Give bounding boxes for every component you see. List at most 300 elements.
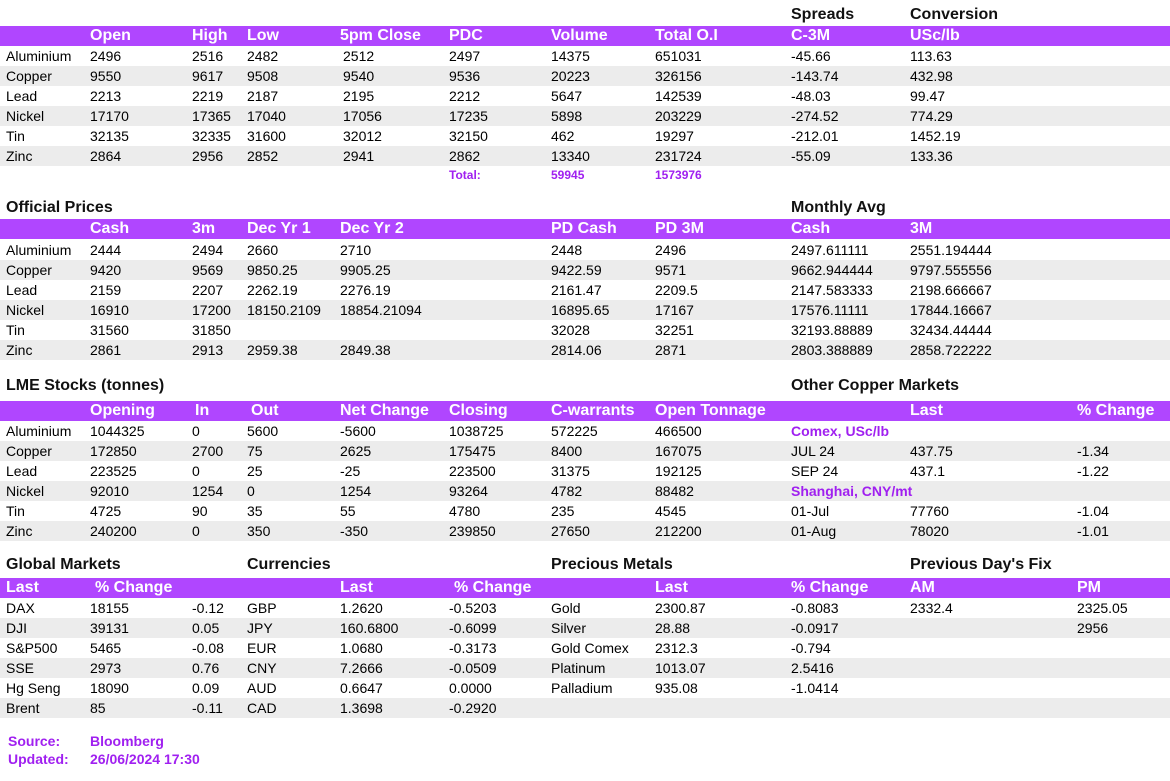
- col-pd-cash: PD Cash: [551, 220, 617, 237]
- index-label: S&P500: [6, 640, 58, 656]
- row-label: Copper: [6, 443, 52, 459]
- row-label: Aluminium: [6, 423, 72, 439]
- copper-contract-label: 01-Jul: [791, 503, 830, 519]
- close-cell: 2512: [343, 48, 375, 64]
- in-cell: 0: [192, 463, 200, 479]
- col-opening: Opening: [90, 402, 155, 419]
- currency-last-cell: 0.6647: [340, 680, 383, 696]
- threem-cell: 2494: [192, 242, 224, 258]
- copper-last-cell: 77760: [910, 503, 949, 519]
- decyr1-cell: 2262.19: [247, 282, 298, 298]
- pd-3m-cell: 2496: [655, 242, 687, 258]
- open-tonnage-cell: 466500: [655, 423, 702, 439]
- cash-cell: 31560: [90, 322, 129, 338]
- open-cell: 2496: [90, 48, 122, 64]
- col-open: Open: [90, 27, 131, 44]
- net-change-cell: 1254: [340, 483, 372, 499]
- col-usclb: USc/lb: [910, 27, 960, 44]
- currency-label: CNY: [247, 660, 277, 676]
- col-in: In: [195, 402, 210, 419]
- net-change-cell: -350: [340, 523, 369, 539]
- volume-cell: 14375: [551, 48, 590, 64]
- out-cell: 75: [247, 443, 263, 459]
- threem-cell: 17200: [192, 302, 231, 318]
- row-label: Zinc: [6, 523, 33, 539]
- index-last-cell: 18155: [90, 600, 129, 616]
- pd-3m-cell: 9571: [655, 262, 687, 278]
- conversion-cell: 1452.19: [910, 128, 961, 144]
- avg-3m-cell: 17844.16667: [910, 302, 992, 318]
- currency-last-cell: 1.3698: [340, 700, 383, 716]
- closing-cell: 239850: [449, 523, 496, 539]
- volume-cell: 462: [551, 128, 575, 144]
- avg-cash-cell: 32193.88889: [791, 322, 873, 338]
- close-cell: 17056: [343, 108, 382, 124]
- table-row: [0, 340, 1170, 360]
- row-label: Zinc: [6, 342, 33, 358]
- row-label: Aluminium: [6, 48, 72, 64]
- col-5pm-close: 5pm Close: [340, 27, 421, 44]
- oi-cell: 326156: [655, 68, 702, 84]
- metal-label: Palladium: [551, 680, 613, 696]
- pd-3m-cell: 2871: [655, 342, 687, 358]
- row-label: Nickel: [6, 108, 45, 124]
- metal-label: Platinum: [551, 660, 606, 676]
- col-dec-yr-1: Dec Yr 1: [247, 220, 311, 237]
- index-change-cell: 0.05: [192, 620, 220, 636]
- table-row: [0, 481, 1170, 501]
- fix-am-cell: 2332.4: [910, 600, 953, 616]
- avg-3m-cell: 2858.722222: [910, 342, 992, 358]
- close-cell: 2195: [343, 88, 375, 104]
- out-cell: 0: [247, 483, 255, 499]
- cash-cell: 2444: [90, 242, 122, 258]
- currency-last-cell: 160.6800: [340, 620, 399, 636]
- index-change-cell: -0.12: [192, 600, 224, 616]
- row-label: Lead: [6, 463, 38, 479]
- precious-metals-heading: Precious Metals: [551, 556, 673, 573]
- table-row: [0, 240, 1170, 260]
- col-pd-3m: PD 3M: [655, 220, 704, 237]
- row-label: Zinc: [6, 148, 33, 164]
- pdc-cell: 17235: [449, 108, 488, 124]
- out-cell: 25: [247, 463, 263, 479]
- metal-change-cell: -0.8083: [791, 600, 839, 616]
- table-row: [0, 106, 1170, 126]
- col-gm-change: % Change: [95, 579, 173, 596]
- conversion-cell: 99.47: [910, 88, 946, 104]
- copper-market-heading: Shanghai, CNY/mt: [791, 483, 913, 499]
- row-label: Nickel: [6, 302, 45, 318]
- index-label: DAX: [6, 600, 35, 616]
- copper-contract-label: JUL 24: [791, 443, 835, 459]
- col-avg-3m: 3M: [910, 220, 933, 237]
- pdc-cell: 2497: [449, 48, 481, 64]
- copper-last-cell: 78020: [910, 523, 949, 539]
- spread-cell: -48.03: [791, 88, 831, 104]
- index-last-cell: 18090: [90, 680, 129, 696]
- previous-fix-heading: Previous Day's Fix: [910, 556, 1052, 573]
- table-row: [0, 521, 1170, 541]
- low-cell: 2187: [247, 88, 279, 104]
- index-label: Hg Seng: [6, 680, 61, 696]
- decyr2-cell: 2276.19: [340, 282, 391, 298]
- copper-last-cell: 437.1: [910, 463, 946, 479]
- official-prices-heading: Official Prices: [6, 199, 113, 216]
- official-header-bar: [0, 219, 1170, 239]
- col-closing: Closing: [449, 402, 508, 419]
- currency-change-cell: -0.2920: [449, 700, 497, 716]
- futures-total-row: [0, 166, 1170, 186]
- col-gm-last: Last: [6, 579, 39, 596]
- opening-cell: 4725: [90, 503, 122, 519]
- metal-change-cell: 2.5416: [791, 660, 834, 676]
- out-cell: 35: [247, 503, 263, 519]
- conversion-cell: 113.63: [910, 48, 952, 64]
- decyr2-cell: 9905.25: [340, 262, 391, 278]
- currencies-heading: Currencies: [247, 556, 331, 573]
- avg-3m-cell: 32434.44444: [910, 322, 992, 338]
- metal-last-cell: 28.88: [655, 620, 691, 636]
- index-last-cell: 39131: [90, 620, 129, 636]
- table-row: [0, 501, 1170, 521]
- pdc-cell: 2862: [449, 148, 481, 164]
- row-label: Tin: [6, 128, 25, 144]
- table-row: [0, 698, 1170, 718]
- pd-cash-cell: 2814.06: [551, 342, 602, 358]
- oi-cell: 203229: [655, 108, 702, 124]
- metal-label: Silver: [551, 620, 587, 636]
- open-tonnage-cell: 212200: [655, 523, 702, 539]
- opening-cell: 172850: [90, 443, 137, 459]
- copper-change-cell: -1.22: [1077, 463, 1109, 479]
- table-row: [0, 146, 1170, 166]
- fix-pm-cell: 2325.05: [1077, 600, 1128, 616]
- fix-pm-cell: 2956: [1077, 620, 1109, 636]
- global-markets-heading: Global Markets: [6, 556, 121, 573]
- closing-cell: 93264: [449, 483, 488, 499]
- updated-value: 26/06/2024 17:30: [90, 751, 200, 767]
- col-copper-change: % Change: [1077, 402, 1155, 419]
- metal-last-cell: 1013.07: [655, 660, 706, 676]
- index-label: SSE: [6, 660, 35, 676]
- oi-cell: 231724: [655, 148, 702, 164]
- pd-cash-cell: 2448: [551, 242, 583, 258]
- table-row: [0, 86, 1170, 106]
- open-tonnage-cell: 4545: [655, 503, 687, 519]
- lme-stocks-heading: LME Stocks (tonnes): [6, 377, 165, 394]
- index-last-cell: 2973: [90, 660, 122, 676]
- markets-header-bar: [0, 578, 1170, 598]
- low-cell: 31600: [247, 128, 286, 144]
- index-change-cell: -0.11: [192, 700, 223, 716]
- index-label: Brent: [6, 700, 40, 716]
- index-last-cell: 5465: [90, 640, 122, 656]
- copper-contract-label: 01-Aug: [791, 523, 837, 539]
- currency-change-cell: -0.5203: [449, 600, 497, 616]
- high-cell: 9617: [192, 68, 224, 84]
- metal-change-cell: -0.794: [791, 640, 831, 656]
- threem-cell: 9569: [192, 262, 224, 278]
- table-row: [0, 320, 1170, 340]
- table-row: [0, 421, 1170, 441]
- spread-cell: -212.01: [791, 128, 839, 144]
- net-change-cell: -5600: [340, 423, 376, 439]
- table-row: [0, 300, 1170, 320]
- stocks-header-bar: [0, 401, 1170, 421]
- decyr1-cell: 2660: [247, 242, 279, 258]
- col-out: Out: [251, 402, 279, 419]
- pd-3m-cell: 17167: [655, 302, 694, 318]
- closing-cell: 4780: [449, 503, 481, 519]
- avg-3m-cell: 2551.194444: [910, 242, 992, 258]
- avg-3m-cell: 2198.666667: [910, 282, 992, 298]
- row-label: Copper: [6, 262, 52, 278]
- spreads-heading: Spreads: [791, 6, 855, 23]
- low-cell: 2852: [247, 148, 279, 164]
- copper-change-cell: -1.04: [1077, 503, 1109, 519]
- monthly-avg-heading: Monthly Avg: [791, 199, 886, 216]
- open-cell: 17170: [90, 108, 129, 124]
- avg-cash-cell: 2147.583333: [791, 282, 873, 298]
- open-tonnage-cell: 167075: [655, 443, 702, 459]
- cwarrants-cell: 31375: [551, 463, 590, 479]
- col-net-change: Net Change: [340, 402, 429, 419]
- table-row: [0, 280, 1170, 300]
- table-row: [0, 618, 1170, 638]
- table-row: [0, 658, 1170, 678]
- table-row: [0, 461, 1170, 481]
- decyr1-cell: 18150.2109: [247, 302, 321, 318]
- table-row: [0, 260, 1170, 280]
- row-label: Lead: [6, 88, 38, 104]
- pd-3m-cell: 32251: [655, 322, 694, 338]
- row-label: Lead: [6, 282, 38, 298]
- pd-cash-cell: 32028: [551, 322, 590, 338]
- opening-cell: 92010: [90, 483, 129, 499]
- open-cell: 9550: [90, 68, 122, 84]
- col-dec-yr-2: Dec Yr 2: [340, 220, 404, 237]
- spread-cell: -45.66: [791, 48, 831, 64]
- low-cell: 2482: [247, 48, 279, 64]
- index-last-cell: 85: [90, 700, 106, 716]
- col-high: High: [192, 27, 228, 44]
- net-change-cell: 2625: [340, 443, 372, 459]
- total-volume: 59945: [551, 168, 585, 182]
- closing-cell: 223500: [449, 463, 496, 479]
- metal-last-cell: 2312.3: [655, 640, 698, 656]
- col-pm-change: % Change: [791, 579, 869, 596]
- oi-cell: 651031: [655, 48, 702, 64]
- table-row: [0, 598, 1170, 618]
- currency-change-cell: -0.3173: [449, 640, 497, 656]
- pd-cash-cell: 9422.59: [551, 262, 602, 278]
- copper-change-cell: -1.01: [1077, 523, 1109, 539]
- table-row: [0, 638, 1170, 658]
- close-cell: 9540: [343, 68, 375, 84]
- threem-cell: 2207: [192, 282, 224, 298]
- col-3m: 3m: [192, 220, 216, 237]
- low-cell: 9508: [247, 68, 279, 84]
- opening-cell: 240200: [90, 523, 137, 539]
- avg-cash-cell: 17576.11111: [791, 302, 869, 318]
- cwarrants-cell: 572225: [551, 423, 598, 439]
- copper-market-heading: Comex, USc/lb: [791, 423, 890, 439]
- col-pdc: PDC: [449, 27, 483, 44]
- currency-change-cell: 0.0000: [449, 680, 492, 696]
- decyr1-cell: 2959.38: [247, 342, 298, 358]
- volume-cell: 13340: [551, 148, 590, 164]
- col-fx-change: % Change: [454, 579, 532, 596]
- in-cell: 0: [192, 523, 200, 539]
- col-total-oi: Total O.I: [655, 27, 718, 44]
- in-cell: 0: [192, 423, 200, 439]
- pdc-cell: 32150: [449, 128, 488, 144]
- copper-change-cell: -1.34: [1077, 443, 1109, 459]
- currency-last-cell: 1.0680: [340, 640, 383, 656]
- oi-cell: 19297: [655, 128, 694, 144]
- close-cell: 2941: [343, 148, 375, 164]
- conversion-cell: 432.98: [910, 68, 953, 84]
- cash-cell: 9420: [90, 262, 122, 278]
- col-avg-cash: Cash: [791, 220, 831, 237]
- table-row: [0, 126, 1170, 146]
- pdc-cell: 9536: [449, 68, 481, 84]
- volume-cell: 20223: [551, 68, 590, 84]
- total-oi: 1573976: [655, 168, 702, 182]
- high-cell: 2956: [192, 148, 224, 164]
- pd-cash-cell: 2161.47: [551, 282, 602, 298]
- closing-cell: 1038725: [449, 423, 504, 439]
- volume-cell: 5898: [551, 108, 583, 124]
- decyr1-cell: 9850.25: [247, 262, 298, 278]
- total-label: Total:: [449, 168, 481, 182]
- net-change-cell: -25: [340, 463, 361, 479]
- copper-contract-label: SEP 24: [791, 463, 839, 479]
- updated-label: Updated:: [8, 751, 69, 767]
- decyr2-cell: 2849.38: [340, 342, 391, 358]
- avg-cash-cell: 2497.611111: [791, 242, 869, 258]
- opening-cell: 1044325: [90, 423, 145, 439]
- col-volume: Volume: [551, 27, 608, 44]
- col-open-tonnage: Open Tonnage: [655, 402, 766, 419]
- currency-label: GBP: [247, 600, 277, 616]
- open-cell: 2213: [90, 88, 122, 104]
- col-low: Low: [247, 27, 279, 44]
- open-cell: 32135: [90, 128, 129, 144]
- volume-cell: 5647: [551, 88, 583, 104]
- cash-cell: 16910: [90, 302, 129, 318]
- in-cell: 90: [192, 503, 208, 519]
- currency-change-cell: -0.6099: [449, 620, 497, 636]
- metal-change-cell: -1.0414: [791, 680, 839, 696]
- net-change-cell: 55: [340, 503, 356, 519]
- row-label: Copper: [6, 68, 52, 84]
- table-row: [0, 46, 1170, 66]
- high-cell: 2219: [192, 88, 224, 104]
- row-label: Aluminium: [6, 242, 72, 258]
- source-value: Bloomberg: [90, 733, 164, 749]
- decyr2-cell: 2710: [340, 242, 372, 258]
- cwarrants-cell: 4782: [551, 483, 583, 499]
- oi-cell: 142539: [655, 88, 702, 104]
- threem-cell: 2913: [192, 342, 224, 358]
- metal-last-cell: 935.08: [655, 680, 698, 696]
- close-cell: 32012: [343, 128, 382, 144]
- pd-3m-cell: 2209.5: [655, 282, 698, 298]
- currency-label: AUD: [247, 680, 277, 696]
- high-cell: 2516: [192, 48, 224, 64]
- currency-label: CAD: [247, 700, 277, 716]
- open-tonnage-cell: 192125: [655, 463, 702, 479]
- index-change-cell: 0.09: [192, 680, 220, 696]
- source-label: Source:: [8, 733, 61, 749]
- conversion-cell: 133.36: [910, 148, 953, 164]
- pd-cash-cell: 16895.65: [551, 302, 610, 318]
- futures-header-bar: [0, 26, 1170, 46]
- opening-cell: 223525: [90, 463, 137, 479]
- metal-label: Gold Comex: [551, 640, 629, 656]
- open-cell: 2864: [90, 148, 122, 164]
- decyr2-cell: 18854.21094: [340, 302, 422, 318]
- currency-last-cell: 1.2620: [340, 600, 383, 616]
- row-label: Nickel: [6, 483, 45, 499]
- copper-last-cell: 437.75: [910, 443, 953, 459]
- col-cash: Cash: [90, 220, 130, 237]
- high-cell: 17365: [192, 108, 231, 124]
- avg-cash-cell: 2803.388889: [791, 342, 873, 358]
- cwarrants-cell: 27650: [551, 523, 590, 539]
- col-fix-am: AM: [910, 579, 935, 596]
- avg-3m-cell: 9797.555556: [910, 262, 992, 278]
- table-row: [0, 678, 1170, 698]
- avg-cash-cell: 9662.944444: [791, 262, 873, 278]
- col-pm-last: Last: [655, 579, 688, 596]
- cash-cell: 2861: [90, 342, 122, 358]
- currency-label: EUR: [247, 640, 277, 656]
- row-label: Tin: [6, 322, 25, 338]
- index-label: DJI: [6, 620, 27, 636]
- cwarrants-cell: 235: [551, 503, 575, 519]
- metal-change-cell: -0.0917: [791, 620, 839, 636]
- col-copper-last: Last: [910, 402, 943, 419]
- open-tonnage-cell: 88482: [655, 483, 694, 499]
- metal-last-cell: 2300.87: [655, 600, 706, 616]
- spread-cell: -143.74: [791, 68, 839, 84]
- index-change-cell: -0.08: [192, 640, 224, 656]
- low-cell: 17040: [247, 108, 286, 124]
- col-fx-last: Last: [340, 579, 373, 596]
- metal-label: Gold: [551, 600, 581, 616]
- currency-change-cell: -0.0509: [449, 660, 497, 676]
- col-fix-pm: PM: [1077, 579, 1101, 596]
- out-cell: 5600: [247, 423, 279, 439]
- closing-cell: 175475: [449, 443, 496, 459]
- index-change-cell: 0.76: [192, 660, 220, 676]
- table-row: [0, 66, 1170, 86]
- high-cell: 32335: [192, 128, 231, 144]
- cwarrants-cell: 8400: [551, 443, 583, 459]
- cash-cell: 2159: [90, 282, 122, 298]
- spread-cell: -274.52: [791, 108, 839, 124]
- row-label: Tin: [6, 503, 25, 519]
- currency-label: JPY: [247, 620, 273, 636]
- threem-cell: 31850: [192, 322, 231, 338]
- other-copper-heading: Other Copper Markets: [791, 377, 960, 394]
- conversion-heading: Conversion: [910, 6, 999, 23]
- in-cell: 2700: [192, 443, 224, 459]
- currency-last-cell: 7.2666: [340, 660, 383, 676]
